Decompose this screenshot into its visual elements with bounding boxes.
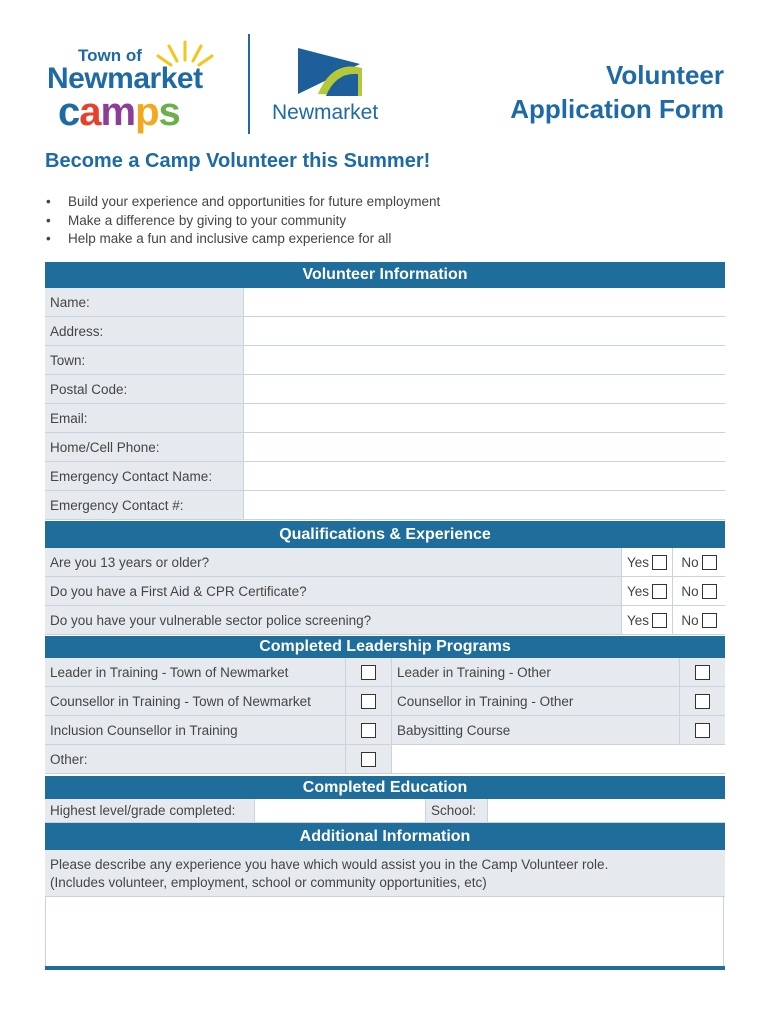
volunteer-info-row xyxy=(45,317,725,346)
yes-option xyxy=(621,548,672,576)
field-label: Name: xyxy=(45,288,243,316)
field-input[interactable] xyxy=(243,346,725,374)
volunteer-info-row xyxy=(45,404,725,433)
question-label: Are you 13 years or older? xyxy=(45,548,621,576)
logo-town-text: Town of xyxy=(78,46,142,65)
no-option xyxy=(672,577,725,605)
additional-prompt xyxy=(45,850,725,897)
newmarket-logo-icon xyxy=(296,46,366,102)
program-checkbox-cell xyxy=(679,687,725,715)
intro-bullet: • Help make a fun and inclusive camp experience for all xyxy=(45,230,440,249)
volunteer-info-row xyxy=(45,346,725,375)
program-checkbox[interactable] xyxy=(361,723,376,738)
program-checkbox-cell xyxy=(345,716,391,744)
leadership-row xyxy=(45,658,725,687)
school-label: School: xyxy=(425,799,487,822)
logo-camps-letter: m xyxy=(100,90,136,134)
volunteer-info-row xyxy=(45,375,725,404)
program-checkbox[interactable] xyxy=(695,665,710,680)
field-label: Address: xyxy=(45,317,243,345)
education-row xyxy=(45,799,725,823)
field-label: Town: xyxy=(45,346,243,374)
no-label: No xyxy=(681,554,699,570)
field-input[interactable] xyxy=(243,491,725,519)
bottom-rule xyxy=(45,966,725,970)
header-divider xyxy=(248,34,250,134)
qualification-row xyxy=(45,577,725,606)
field-input[interactable] xyxy=(243,288,725,316)
other-program-field[interactable] xyxy=(391,745,725,773)
program-label: Counsellor in Training - Town of Newmarket xyxy=(45,687,345,715)
program-checkbox[interactable] xyxy=(695,694,710,709)
logo-camps-text xyxy=(58,92,180,132)
field-input[interactable] xyxy=(243,462,725,490)
newmarket-logo-label: Newmarket xyxy=(272,101,379,124)
additional-prompt-line1: Please describe any experience you have which would assist you in the Camp Volunteer role. xyxy=(50,857,609,872)
logo-camps-letter: s xyxy=(158,90,180,134)
program-checkbox-cell xyxy=(679,716,725,744)
field-label: Home/Cell Phone: xyxy=(45,433,243,461)
section-volunteer-information: Volunteer Information xyxy=(45,262,725,288)
intro-heading: Become a Camp Volunteer this Summer! xyxy=(45,150,431,172)
additional-prompt-line2: (Includes volunteer, employment, school or community opportunities, etc) xyxy=(50,874,487,890)
leadership-row xyxy=(45,687,725,716)
program-checkbox-cell xyxy=(345,745,391,773)
highest-grade-field[interactable] xyxy=(254,799,425,822)
field-label: Emergency Contact Name: xyxy=(45,462,243,490)
intro-bullets xyxy=(45,193,440,249)
intro-bullet: • Make a difference by giving to your community xyxy=(45,212,440,231)
field-label: Emergency Contact #: xyxy=(45,491,243,519)
program-label: Counsellor in Training - Other xyxy=(391,687,679,715)
question-label: Do you have your vulnerable sector police screening? xyxy=(45,606,621,634)
yes-checkbox[interactable] xyxy=(652,584,667,599)
qualification-row xyxy=(45,548,725,577)
school-field[interactable] xyxy=(487,799,725,822)
yes-label: Yes xyxy=(626,583,650,599)
program-label: Other: xyxy=(45,745,345,773)
section-qualifications: Qualifications & Experience xyxy=(45,521,725,548)
program-label: Leader in Training - Other xyxy=(391,658,679,686)
intro-bullet: • Build your experience and opportunities for future employment xyxy=(45,193,440,212)
no-label: No xyxy=(681,583,699,599)
yes-option xyxy=(621,577,672,605)
no-checkbox[interactable] xyxy=(702,555,717,570)
leadership-row xyxy=(45,745,725,774)
question-label: Do you have a First Aid & CPR Certificate? xyxy=(45,577,621,605)
program-checkbox-cell xyxy=(679,658,725,686)
volunteer-info-row xyxy=(45,491,725,520)
program-label: Babysitting Course xyxy=(391,716,679,744)
yes-checkbox[interactable] xyxy=(652,613,667,628)
volunteer-info-row xyxy=(45,462,725,491)
section-leadership-programs: Completed Leadership Programs xyxy=(45,636,725,658)
page-title xyxy=(510,58,724,126)
program-checkbox-cell xyxy=(345,687,391,715)
logo-camps-letter: c xyxy=(58,90,80,134)
program-checkbox[interactable] xyxy=(361,665,376,680)
program-checkbox-cell xyxy=(345,658,391,686)
section-additional-information: Additional Information xyxy=(45,823,725,850)
field-input[interactable] xyxy=(243,317,725,345)
field-input[interactable] xyxy=(243,404,725,432)
program-checkbox[interactable] xyxy=(361,694,376,709)
qualification-row xyxy=(45,606,725,635)
no-option xyxy=(672,548,725,576)
no-checkbox[interactable] xyxy=(702,584,717,599)
yes-option xyxy=(621,606,672,634)
field-label: Email: xyxy=(45,404,243,432)
program-checkbox[interactable] xyxy=(361,752,376,767)
yes-checkbox[interactable] xyxy=(652,555,667,570)
no-checkbox[interactable] xyxy=(702,613,717,628)
volunteer-info-row xyxy=(45,288,725,317)
title-line-2: Application Form xyxy=(510,94,724,124)
leadership-row xyxy=(45,716,725,745)
field-input[interactable] xyxy=(243,375,725,403)
additional-info-field[interactable] xyxy=(45,897,724,967)
logo-camps-letter: a xyxy=(79,90,101,134)
field-label: Postal Code: xyxy=(45,375,243,403)
volunteer-info-row xyxy=(45,433,725,462)
no-option xyxy=(672,606,725,634)
logo-newmarket-text: Newmarket xyxy=(47,62,203,95)
program-label: Inclusion Counsellor in Training xyxy=(45,716,345,744)
logo-camps-letter: p xyxy=(135,90,159,134)
program-label: Leader in Training - Town of Newmarket xyxy=(45,658,345,686)
program-checkbox[interactable] xyxy=(695,723,710,738)
section-education: Completed Education xyxy=(45,776,725,799)
yes-label: Yes xyxy=(626,554,650,570)
highest-grade-label: Highest level/grade completed: xyxy=(45,799,254,822)
yes-label: Yes xyxy=(626,612,650,628)
no-label: No xyxy=(681,612,699,628)
title-line-1: Volunteer xyxy=(606,60,724,90)
field-input[interactable] xyxy=(243,433,725,461)
